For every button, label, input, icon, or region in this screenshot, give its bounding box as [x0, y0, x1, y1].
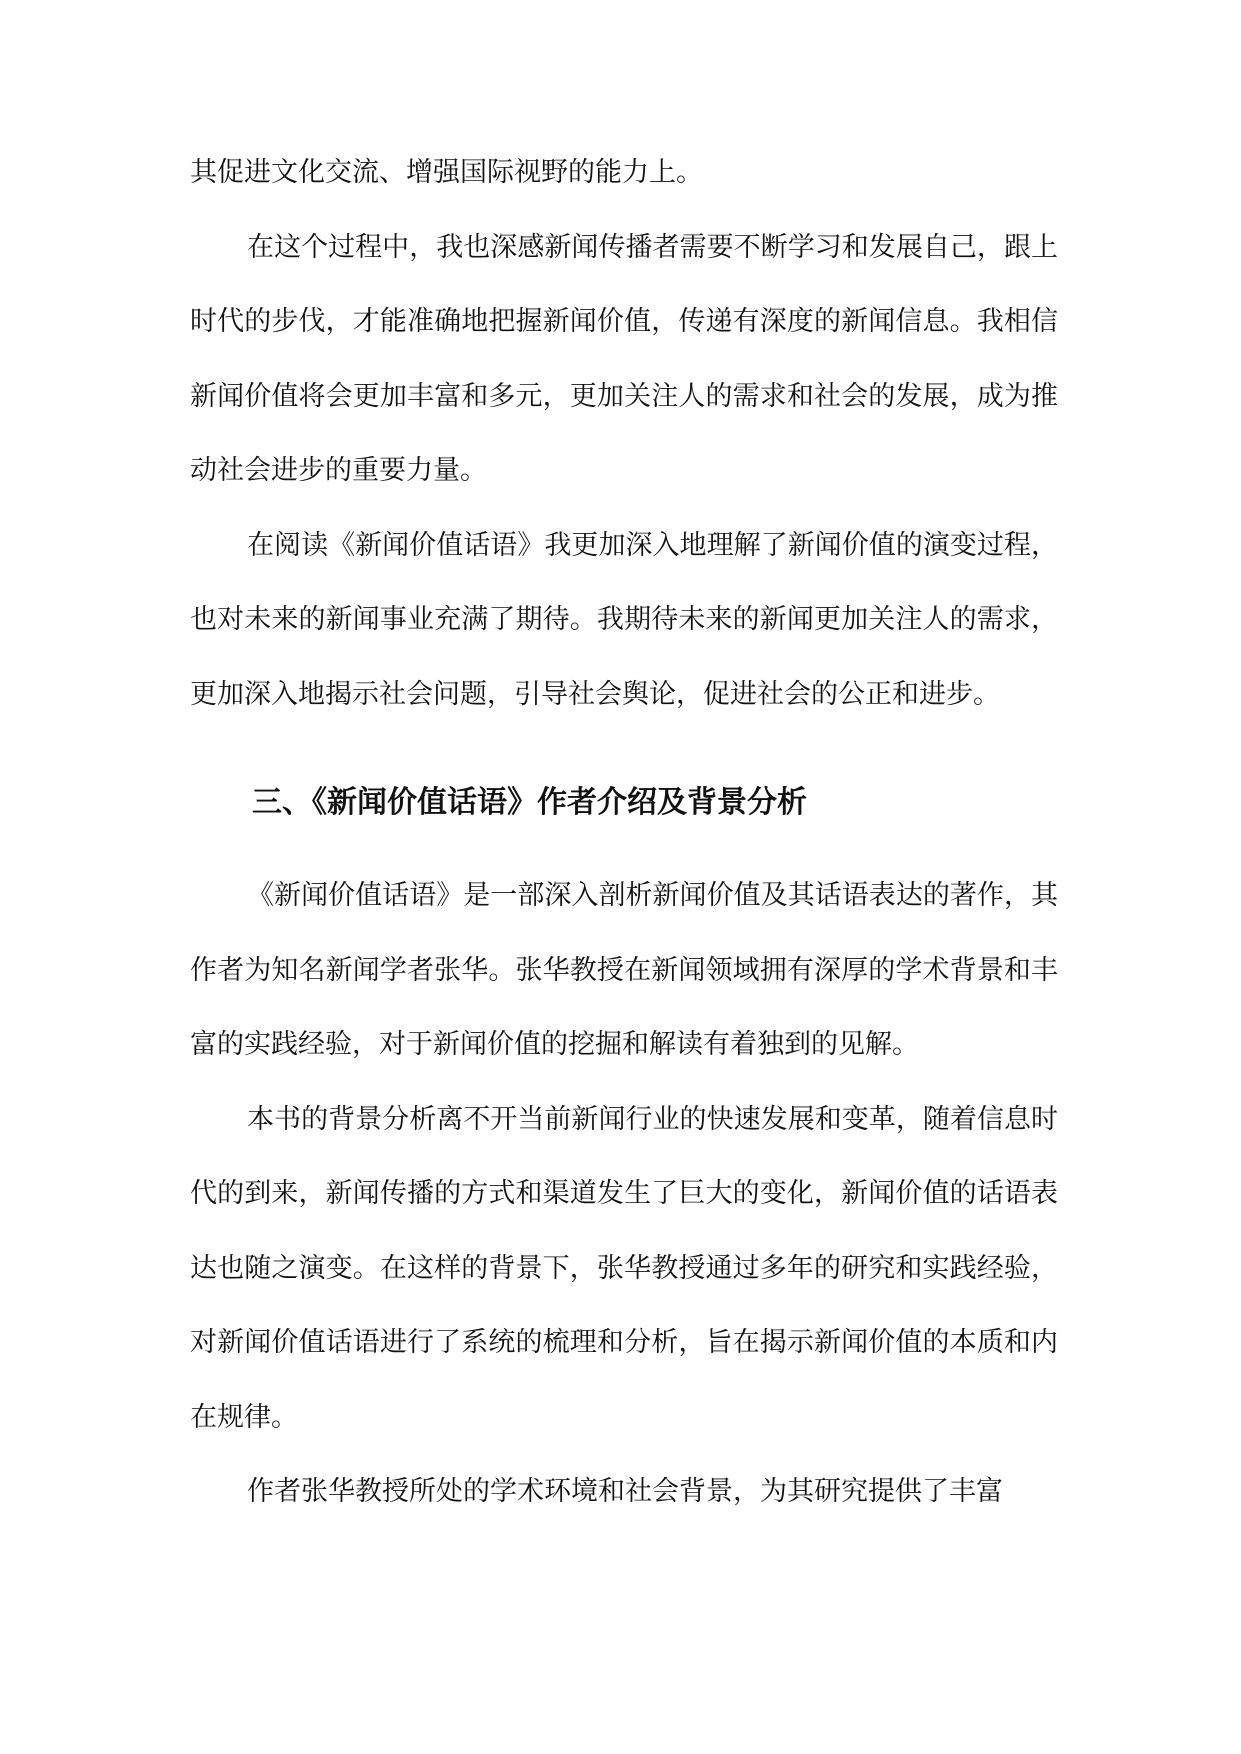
paragraph-academic-environment: 作者张华教授所处的学术环境和社会背景，为其研究提供了丰富 — [247, 1476, 1003, 1507]
document-body — [190, 136, 1058, 1530]
paragraph-continuation: 其促进文化交流、增强国际视野的能力上。 — [190, 157, 703, 188]
paragraph-learning: 在这个过程中，我也深感新闻传播者需要不断学习和发展自己，跟上时代的步伐，才能准确地把握新闻价值，传递有深度的新闻信息。我相信新闻价值将会更加丰富和多元，更加关注人的需求和社会的发展，成为推动社会进步的重要力量。 — [190, 231, 1058, 486]
paragraph-background-analysis: 本书的背景分析离不开当前新闻行业的快速发展和变革，随着信息时代的到来，新闻传播的方式和渠道发生了巨大的变化，新闻价值的话语表达也随之演变。在这样的背景下，张华教授通过多年的研究和实践经验，对新闻价值话语进行了系统的梳理和分析，旨在揭示新闻价值的本质和内在规律。 — [190, 1103, 1058, 1433]
paragraph-author-intro: 《新闻价值话语》是一部深入剖析新闻价值及其话语表达的著作，其作者为知名新闻学者张华。张华教授在新闻领域拥有深厚的学术背景和丰富的实践经验，对于新闻价值的挖掘和解读有着独到的见解。 — [190, 880, 1058, 1060]
paragraph-reading-reflection: 在阅读《新闻价值话语》我更加深入地理解了新闻价值的演变过程，也对未来的新闻事业充满了期待。我期待未来的新闻更加关注人的需求，更加深入地揭示社会问题，引导社会舆论，促进社会的公正和进步。 — [190, 529, 1058, 710]
section-heading: 三、《新闻价值话语》作者介绍及背景分析 — [252, 785, 807, 820]
